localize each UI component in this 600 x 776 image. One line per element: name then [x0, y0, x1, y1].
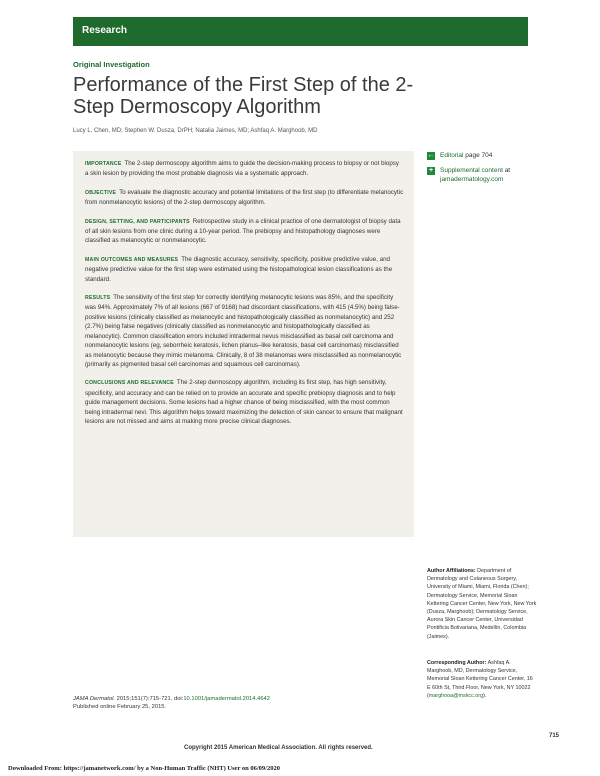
affiliations-text: Department of Dermatology and Cutaneous Surgery, University of Miami, Miami, Florida (Chen); Dermatology Service, Memorial Sloan Kettering Cancer Center, New York, New York (Dusza, Marghoob); Dermatology Service, Aurora Skin Cancer Center, Universidad Pontificia Bolivariana, Medellín, Colombia (Jaimes).: [427, 568, 537, 640]
banner-label: Research: [82, 25, 128, 36]
abstract-design: [85, 217, 404, 246]
article-type: Original Investigation: [73, 60, 150, 69]
abstract-outcomes: [85, 255, 404, 284]
supplemental-link[interactable]: Supplemental content: [440, 167, 503, 174]
author-affiliations: [427, 567, 537, 641]
abstract-text: The diagnostic accuracy, sensitivity, specificity, positive predictive value, and negative predictive value for the first step were estimated using the histopathological lesion classifications as the standard.: [85, 255, 393, 283]
corresponding-text: Ashfaq A. Marghoob, MD, Dermatology Service, Memorial Sloan Kettering Cancer Center, 16 E 60th St, Third Floor, New York, NY 10022 (: [427, 660, 533, 699]
abstract-objective: [85, 188, 404, 208]
abstract-heading: RESULTS: [85, 295, 111, 302]
corresponding-email-link[interactable]: marghooa@mskcc.org: [428, 692, 484, 699]
author-list: Lucy L. Chen, MD; Stephen W. Dusza, DrPH; Natalia Jaimes, MD; Ashfaq A. Marghoob, MD: [73, 128, 318, 134]
download-note: Downloaded From: https://jamanetwork.com/ by a Non-Human Traffic (NHT) User on 06/09/2020: [8, 765, 280, 772]
abstract-heading: DESIGN, SETTING, AND PARTICIPANTS: [85, 218, 190, 225]
copyright-notice: Copyright 2015 American Medical Association. All rights reserved.: [184, 745, 373, 751]
abstract-results: [85, 293, 404, 369]
abstract-text: Retrospective study in a clinical practice of one dermatologist of biopsy data of all skin lesions from one clinic during a 10-year period. The prebiopsy and histopathology diagnoses were classified as melanocytic or nonmelanocytic.: [85, 217, 401, 245]
abstract-heading: IMPORTANCE: [85, 161, 122, 167]
article-title: Performance of the First Step of the 2-Step Dermoscopy Algorithm: [73, 74, 414, 118]
abstract-heading: MAIN OUTCOMES AND MEASURES: [85, 256, 179, 263]
published-date: Published online February 25, 2015.: [73, 704, 167, 711]
editorial-page: page 704: [463, 152, 493, 159]
doi-link[interactable]: 10.1001/jamadermatol.2014.4642: [183, 696, 271, 702]
plus-icon: +: [428, 167, 434, 174]
abstract-heading: OBJECTIVE: [85, 189, 117, 196]
abstract-text: The 2-step dermoscopy algorithm aims to guide the decision-making process to biopsy or not biopsy a skin lesion by providing the most probable diagnosis via a systematic approach.: [85, 160, 399, 178]
corresponding-end: ).: [483, 692, 487, 699]
citation-ref: 2015;151(7):715-721. doi:: [114, 696, 184, 702]
abstract-text: The sensitivity of the first step for correctly identifying melanocytic lesions was 85%, and the specificity was 94%. Approximately 7% of all lesions (667 of 9168) had discordant classifications, with 415 (4.5%) being false-positive lesions (clinically classified as melanocytic and histopathologically classified as nonmelanocytic) and 252 (2.7%) being false negatives (clinically classified as nonmelanocytic and histopathologically classified as melanocytic). Common classification errors included intradermal nevus misclassified as basal cell carcinoma and nonmelanocytic lesions (eg, seborrheic keratosis, lichen planus–like keratosis, basal cell carcinomas) misclassified as melanocytic because they mimic melanoma. Clinically, 8 of 38 melanomas were misclassified as nonmelanocytic (primarily as pigmented basal cell carcinomas and squamous cell carcinomas).: [85, 294, 402, 368]
corresponding-author: [427, 659, 537, 700]
arrow-left-icon: ←: [427, 152, 435, 159]
abstract-box: [73, 151, 414, 537]
abstract-importance: [85, 159, 404, 179]
abstract-conclusions: [85, 378, 404, 426]
citation: [73, 695, 393, 712]
abstract-heading: CONCLUSIONS AND RELEVANCE: [85, 380, 174, 387]
affiliations-label: Author Affiliations:: [427, 568, 476, 574]
abstract-text: To evaluate the diagnostic accuracy and potential limitations of the first step (to differentiate melanocytic from nonmelanocytic lesions) of the 2-step dermoscopy algorithm.: [85, 188, 404, 207]
section-banner: [73, 17, 528, 46]
editorial-link[interactable]: Editorial: [440, 152, 464, 159]
abstract-text: The 2-step dermoscopy algorithm, including its first step, has high sensitivity, specificity, and accuracy and can be relied on to provide an accurate and specific prebiopsy diagnosis and to help guide management decisions. Some lesions had a higher chance of being misclassified, with the most common being intradermal nevi. This algorithm helps toward maximizing the detection of skin cancer to ensure that malignant lesions are not missed and aims at making more precise clinical diagnoses.: [85, 379, 403, 425]
journal-name: JAMA Dermatol.: [73, 696, 115, 702]
supplemental-at: at: [502, 167, 511, 174]
corresponding-label: Corresponding Author:: [427, 660, 487, 666]
supplemental-site-link[interactable]: jamadermatology.com: [440, 176, 504, 183]
page-number: 715: [549, 733, 560, 739]
